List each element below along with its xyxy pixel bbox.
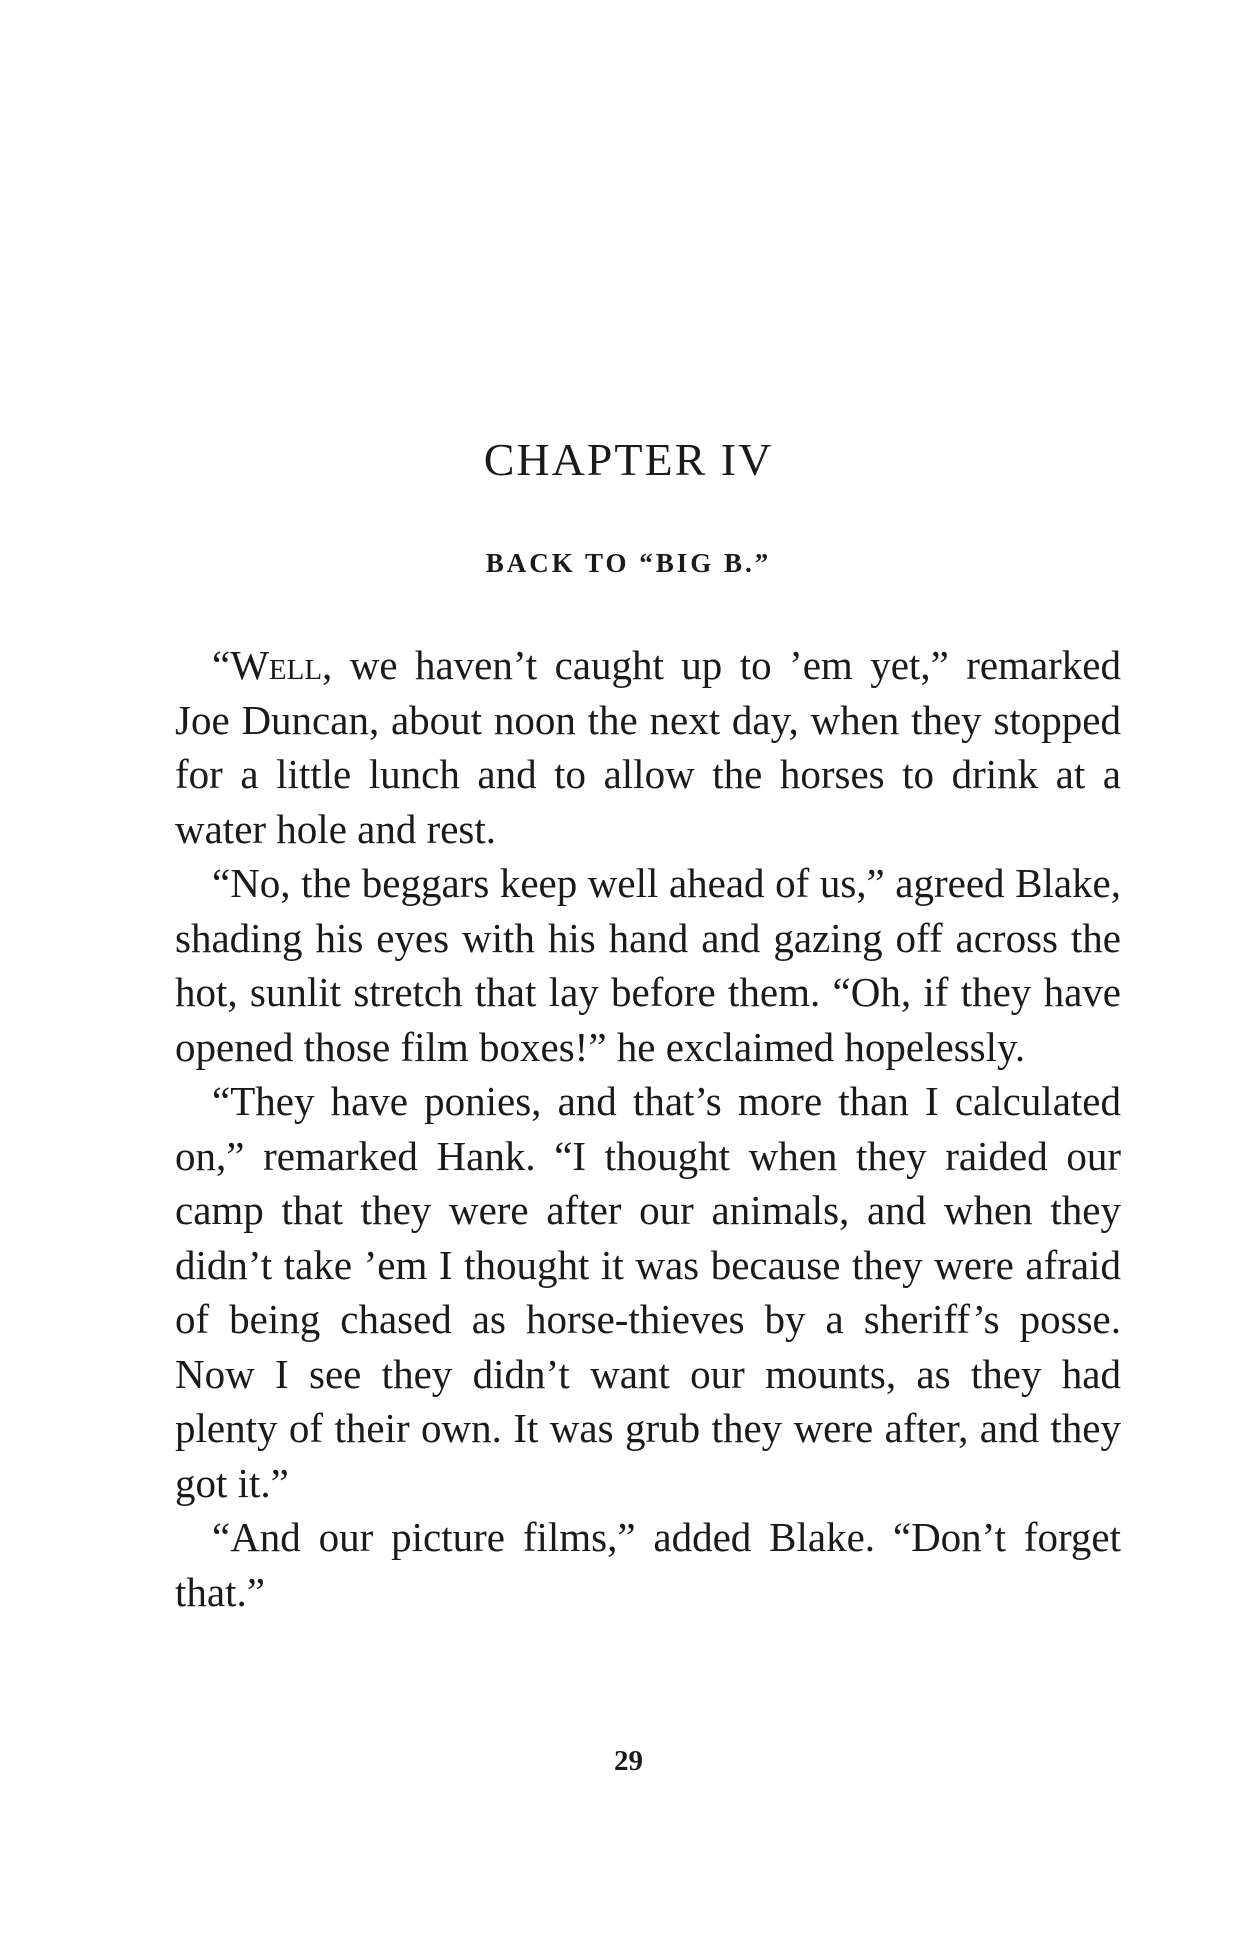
opening-word: Well (230, 642, 323, 688)
paragraph-4: “And our picture films,” added Blake. “Don’t forget that.” (175, 1514, 1121, 1615)
opening-quote: “ (212, 642, 231, 688)
body-text (175, 638, 1121, 1619)
paragraph-2: “No, the beggars keep well ahead of us,” agreed Blake, shading his eyes with his hand and gazing off across the hot, sunlit stretch that lay before them. “Oh, if they have opened those film boxes!” he exclaimed hopelessly. (175, 860, 1121, 1070)
chapter-subtitle: BACK TO “BIG B.” (485, 548, 772, 578)
page-number: 29 (614, 1745, 643, 1777)
chapter-heading: CHAPTER IV (483, 434, 774, 485)
paragraph-1-text: , we haven’t caught up to ’em yet,” remarked Joe Duncan, about noon the next day, when they stopped for a little lunch and to allow the horses to drink at a water hole and rest. (175, 642, 1121, 852)
paragraph-3: “They have ponies, and that’s more than I calculated on,” remarked Hank. “I thought when they raided our camp that they were after our animals, and when they didn’t take ’em I thought it was because they were afraid of being chased as horse-thieves by a sheriff’s posse. Now I see they didn’t want our mounts, as they had plenty of their own. It was grub they were after, and they got it.” (175, 1078, 1121, 1506)
paragraph-1 (175, 638, 1121, 856)
